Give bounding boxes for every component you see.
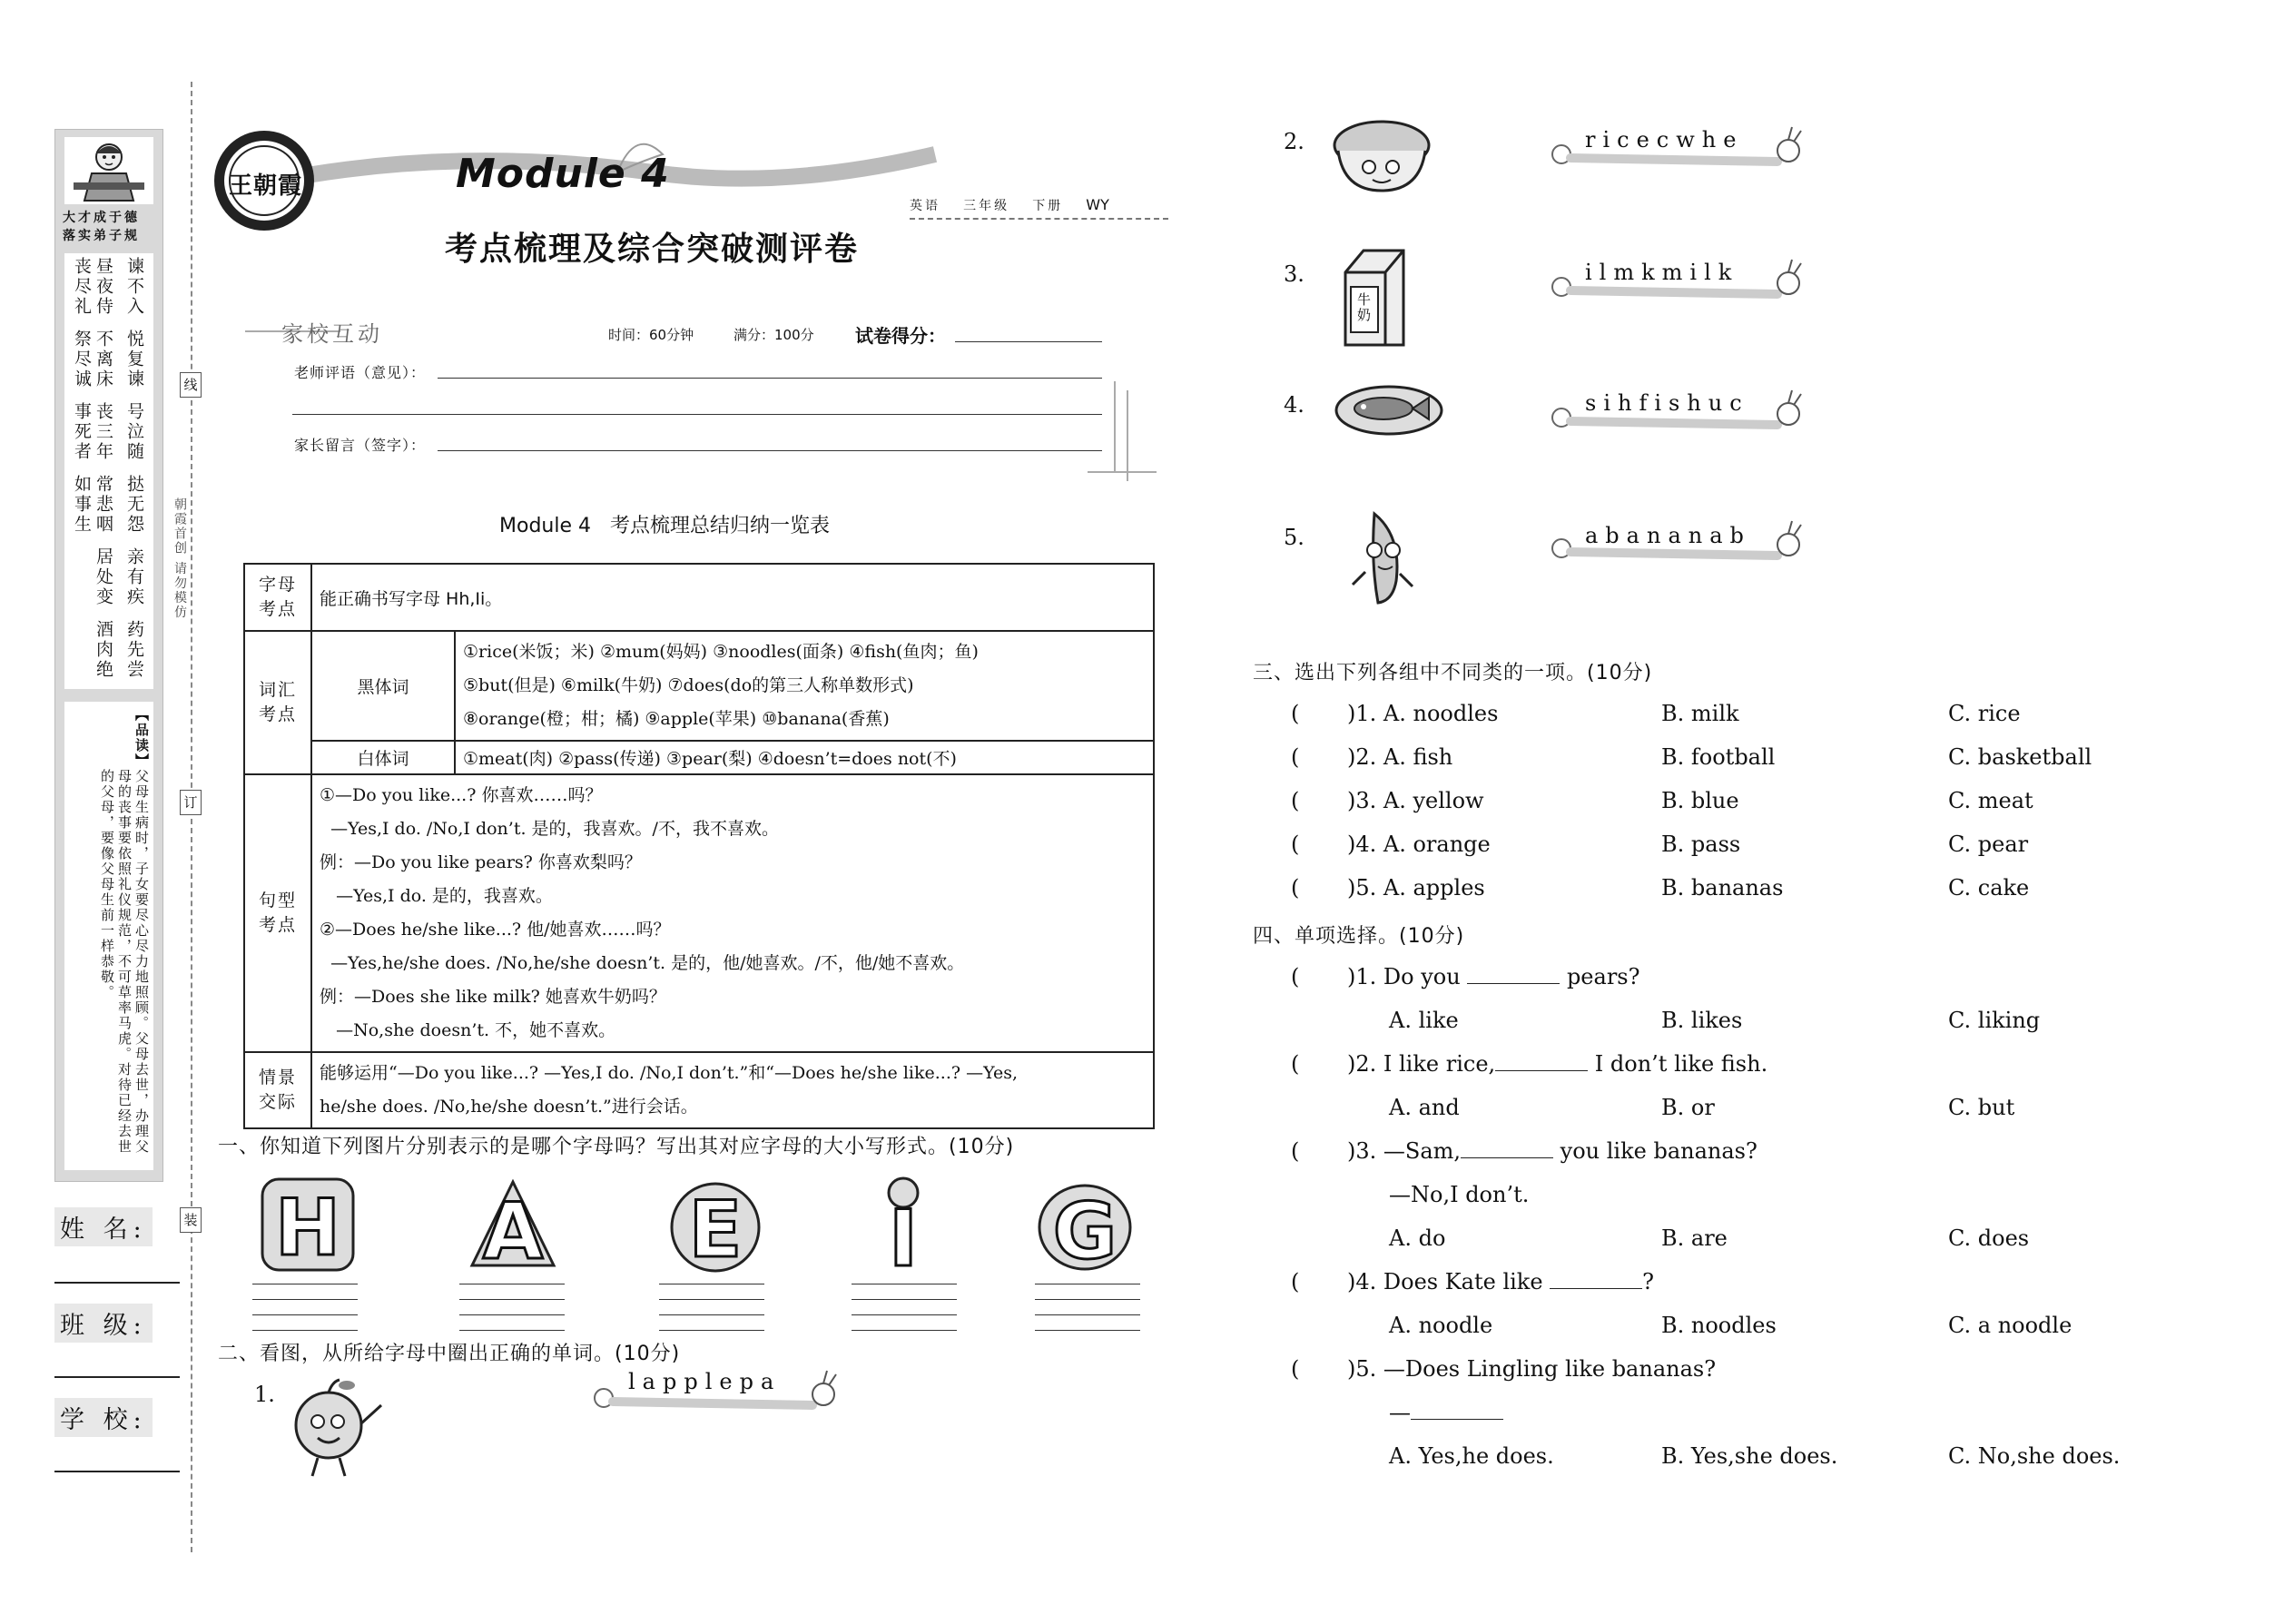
row-content	[311, 774, 1154, 1052]
option-b: B. noodles	[1661, 1313, 1777, 1338]
question-option-a: )4. A. orange	[1347, 832, 1491, 857]
table-row	[244, 1052, 1154, 1128]
verse-col: 号泣随	[124, 402, 144, 462]
question-option-b: B. milk	[1661, 701, 1739, 726]
module-title: Module 4	[456, 151, 670, 197]
answer-paren[interactable]: (	[1291, 1356, 1300, 1382]
parent-comment-input[interactable]	[438, 450, 1102, 451]
question-option-c: C. pear	[1948, 832, 2029, 857]
meta-grade: 三年级	[963, 199, 1010, 213]
writing-lines[interactable]	[852, 1269, 957, 1331]
letter-string[interactable]: sihfishuc	[1585, 390, 1749, 416]
row-content: ①meat(肉) ②pass(传递) ③pear(梨) ④doesn’t=does not(不)	[455, 741, 1154, 774]
deco-bracket-lines	[1088, 381, 1157, 481]
question-line2: —No,I don’t.	[1389, 1182, 1530, 1207]
question-line2	[1389, 1400, 1503, 1425]
item-number: 5.	[1284, 525, 1305, 550]
letter-picture-glyph: G	[1052, 1186, 1117, 1275]
table-row	[244, 774, 1154, 1052]
banana-character-icon	[1347, 508, 1416, 614]
reading-box	[64, 702, 153, 1170]
carton-label: 牛奶	[1355, 292, 1372, 323]
letter-string[interactable]: abananab	[1585, 523, 1751, 548]
item-number: 3.	[1284, 261, 1305, 287]
stem-part: I don’t like fish.	[1588, 1051, 1768, 1077]
answer-paren[interactable]: (	[1291, 788, 1300, 813]
row-header-letters: 字母考点	[244, 564, 311, 631]
verse-col: 亲有疾	[124, 547, 144, 607]
verse-col: 谏不入	[124, 257, 144, 317]
verse-col: 祭尽诚	[72, 330, 92, 389]
apple-character-icon	[281, 1378, 399, 1480]
verse-box	[64, 253, 153, 689]
option-a: A. Yes,he does.	[1389, 1443, 1554, 1469]
question-option-b: B. pass	[1661, 832, 1741, 857]
question-stem	[1347, 1138, 1757, 1164]
question-option-a: )5. A. apples	[1347, 875, 1485, 901]
fill-blank[interactable]	[1411, 1403, 1503, 1420]
letter-picture-glyph: H	[275, 1183, 340, 1274]
answer-paren[interactable]: (	[1291, 1051, 1300, 1077]
question-option-c: C. basketball	[1948, 744, 2092, 770]
stem-part: )1. Do you	[1347, 964, 1468, 989]
summary-title: Module 4 考点梳理总结归纳一览表	[499, 515, 830, 537]
stem-part: )4. Does Kate like	[1347, 1269, 1551, 1294]
rice-bowl-icon	[1327, 114, 1436, 200]
option-c: C. a noodle	[1948, 1313, 2072, 1338]
sentence-line: ①—Do you like...? 你喜欢……吗？	[320, 785, 603, 805]
question-option-b: B. blue	[1661, 788, 1739, 813]
part4-title: 四、单项选择。(10分)	[1253, 925, 1465, 948]
writing-lines[interactable]	[1035, 1269, 1140, 1331]
verse-col: 昼夜侍	[94, 257, 113, 317]
verse-col: 居处变	[94, 547, 113, 607]
meta-subject: 英语	[910, 199, 940, 213]
table-row	[244, 631, 1154, 741]
verse-col: 挞无怨	[124, 475, 144, 535]
verse-col: 如事生	[72, 475, 92, 535]
row-content: 能正确书写字母 Hh,Ii。	[311, 564, 1154, 631]
letter-picture-g	[1035, 1175, 1135, 1278]
row-content	[455, 631, 1154, 741]
verse-col: 丧尽礼	[72, 257, 92, 317]
row-header-vocab: 词汇考点	[244, 631, 311, 774]
time-label: 时间：60分钟	[608, 327, 694, 343]
communication-line: he/she does. /No,he/she doesn’t.”进行会话。	[320, 1097, 698, 1117]
row-header-sentences: 句型考点	[244, 774, 311, 1052]
school-label: 学 校:	[54, 1398, 153, 1437]
fish-plate-icon	[1333, 381, 1445, 438]
meta-volume: 下册	[1032, 199, 1064, 213]
row-header-communication: 情景交际	[244, 1052, 311, 1128]
home-school-label: 家校互动	[281, 321, 383, 347]
item-number: 1.	[254, 1382, 275, 1407]
sentence-line: —Yes,I do. 是的，我喜欢。	[320, 886, 553, 906]
answer-paren[interactable]: (	[1291, 1138, 1300, 1164]
question-option-b: B. football	[1661, 744, 1776, 770]
option-b: B. likes	[1661, 1008, 1743, 1033]
sentence-line: 例：—Do you like pears? 你喜欢梨吗？	[320, 852, 642, 872]
option-a: A. like	[1389, 1008, 1459, 1033]
paper-score-input[interactable]	[955, 341, 1102, 342]
snail-icon	[586, 1369, 840, 1412]
reading-label: 【品读】	[133, 707, 150, 769]
verse-col: 药先尝	[124, 620, 144, 680]
question-stem: )5. —Does Lingling like bananas?	[1347, 1356, 1717, 1382]
meta-tags	[910, 196, 1168, 220]
letter-picture-glyph: E	[688, 1185, 743, 1275]
summary-table	[243, 563, 1155, 1129]
name-input[interactable]	[54, 1282, 180, 1284]
table-row	[244, 564, 1154, 631]
writing-lines[interactable]	[659, 1269, 764, 1331]
option-b: B. or	[1661, 1095, 1715, 1120]
milk-carton-icon	[1336, 245, 1413, 350]
letter-picture-h	[258, 1175, 358, 1278]
cut-mark: 线	[180, 372, 202, 398]
cut-mark: 装	[180, 1207, 202, 1233]
letter-string[interactable]: lapplepa	[628, 1369, 782, 1394]
stem-part: )3. —Sam,	[1347, 1138, 1462, 1164]
option-a: A. do	[1389, 1225, 1446, 1251]
verse-col: 事死者	[72, 402, 92, 462]
question-option-b: B. bananas	[1661, 875, 1784, 901]
communication-line: 能够运用“—Do you like...? —Yes,I do. /No,I don’t.”和“—Does he/she like...? —Yes,	[320, 1063, 1019, 1083]
option-c: C. but	[1948, 1095, 2015, 1120]
cut-mark: 订	[180, 790, 202, 815]
sentence-line: ②—Does he/she like...? 他/她喜欢……吗？	[320, 920, 671, 940]
answer-paren[interactable]: (	[1291, 964, 1300, 989]
sentence-line: —Yes,he/she does. /No,he/she doesn’t. 是的，他/她喜欢。/不，他/她不喜欢。	[320, 953, 965, 973]
answer-paren[interactable]: (	[1291, 744, 1300, 770]
part3-title: 三、选出下列各组中不同类的一项。(10分)	[1253, 662, 1653, 684]
meta-edition: WY	[1086, 196, 1109, 213]
option-a: A. noodle	[1389, 1313, 1493, 1338]
child-figure-icon	[64, 137, 153, 204]
fill-blank[interactable]	[1467, 967, 1560, 984]
vocab-line: ①rice(米饭；米) ②mum(妈妈) ③noodles(面条) ④fish(鱼肉；鱼)	[463, 642, 979, 662]
teacher-comment-input-2[interactable]	[292, 414, 1102, 415]
letter-picture-glyph: A	[482, 1186, 544, 1275]
vocab-line: ⑤but(但是) ⑥milk(牛奶) ⑦does(do的第三人称单数形式)	[463, 675, 914, 695]
option-c: C. liking	[1948, 1008, 2041, 1033]
question-option-c: C. rice	[1948, 701, 2021, 726]
option-c: C. does	[1948, 1225, 2030, 1251]
answer-paren[interactable]: (	[1291, 1269, 1300, 1294]
name-label: 姓 名:	[54, 1207, 153, 1246]
sentence-line: —Yes,I do. /No,I don’t. 是的，我喜欢。/不，我不喜欢。	[320, 819, 779, 839]
logo-text: 王朝霞	[229, 172, 303, 199]
stem-part: pears?	[1560, 964, 1640, 989]
row-content	[311, 1052, 1154, 1128]
teacher-comment-input[interactable]	[438, 378, 1102, 379]
class-label: 班 级:	[54, 1304, 153, 1343]
part1-title: 一、你知道下列图片分别表示的是哪个字母吗？写出其对应字母的大小写形式。(10分)	[218, 1136, 1015, 1158]
dash-prefix: —	[1389, 1400, 1411, 1425]
writing-lines[interactable]	[459, 1269, 565, 1331]
answer-paren[interactable]: (	[1291, 832, 1300, 857]
question-stem	[1347, 1269, 1654, 1294]
verse-col: 不离床	[94, 330, 113, 389]
sub-header-bold-words: 黑体词	[311, 631, 455, 741]
sentence-line: 例：—Does she like milk? 她喜欢牛奶吗？	[320, 987, 666, 1007]
answer-paren[interactable]: (	[1291, 875, 1300, 901]
class-input[interactable]	[54, 1376, 180, 1378]
option-b: B. Yes,she does.	[1661, 1443, 1838, 1469]
letter-string[interactable]: ricecwhe	[1585, 127, 1744, 153]
sentence-line: —No,she doesn’t. 不，她不喜欢。	[320, 1020, 616, 1040]
question-option-c: C. meat	[1948, 788, 2033, 813]
sidebar-title-top: 大才成于德	[63, 211, 140, 225]
answer-paren[interactable]: (	[1291, 701, 1300, 726]
table-row	[244, 741, 1154, 774]
option-c: C. No,she does.	[1948, 1443, 2121, 1469]
sidebar-title-bottom: 落实弟子规	[63, 229, 140, 243]
option-a: A. and	[1389, 1095, 1460, 1120]
question-option-a: )1. A. noodles	[1347, 701, 1499, 726]
question-option-c: C. cake	[1948, 875, 2030, 901]
question-option-a: )3. A. yellow	[1347, 788, 1484, 813]
stem-part: )2. I like rice,	[1347, 1051, 1496, 1077]
fill-blank[interactable]	[1550, 1272, 1642, 1289]
option-b: B. are	[1661, 1225, 1728, 1251]
parent-comment-label: 家长留言（签字）：	[294, 437, 427, 454]
letter-picture-a	[463, 1175, 563, 1278]
question-stem	[1347, 964, 1639, 989]
fill-blank[interactable]	[1461, 1141, 1553, 1158]
part2-title: 二、看图，从所给字母中圈出正确的单词。(10分)	[218, 1343, 681, 1365]
verse-col: 酒肉绝	[94, 620, 113, 680]
score-label: 满分：100分	[733, 327, 814, 343]
item-number: 4.	[1284, 392, 1305, 418]
sub-header-light-words: 白体词	[311, 741, 455, 774]
question-stem	[1347, 1051, 1767, 1077]
binding-dashed-line	[191, 82, 192, 1552]
exam-title: 考点梳理及综合突破测评卷	[445, 231, 860, 268]
letter-picture-glyph: I	[889, 1194, 918, 1275]
item-number: 2.	[1284, 129, 1305, 154]
teacher-comment-label: 老师评语（意见）：	[294, 364, 427, 381]
fill-blank[interactable]	[1495, 1054, 1588, 1071]
verse-col: 丧三年	[94, 402, 113, 462]
verse-col: 悦复谏	[124, 330, 144, 389]
school-input[interactable]	[54, 1471, 180, 1472]
letter-picture-e	[665, 1175, 765, 1278]
copyright-note: 朝霞首创 请勿模仿	[172, 497, 187, 620]
letter-picture-i	[853, 1175, 953, 1278]
paper-score-label: 试卷得分：	[855, 325, 946, 347]
stem-part: you like bananas?	[1553, 1138, 1757, 1164]
sidebar-panel	[54, 129, 163, 1182]
letter-string[interactable]: ilmkmilk	[1585, 260, 1739, 285]
verse-col: 常悲咽	[94, 475, 113, 535]
vocab-line: ⑧orange(橙；柑；橘) ⑨apple(苹果) ⑩banana(香蕉)	[463, 709, 890, 729]
writing-lines[interactable]	[252, 1269, 358, 1331]
question-option-a: )2. A. fish	[1347, 744, 1453, 770]
stem-part: ?	[1642, 1269, 1655, 1294]
reading-text: 父母生病时，子女要尽心尽力地照顾。父母去世，办理父母的丧事要依照礼仪规范，不可草率马虎。对待已经去世的父母，要像父母生前一样恭敬。	[99, 769, 150, 1155]
